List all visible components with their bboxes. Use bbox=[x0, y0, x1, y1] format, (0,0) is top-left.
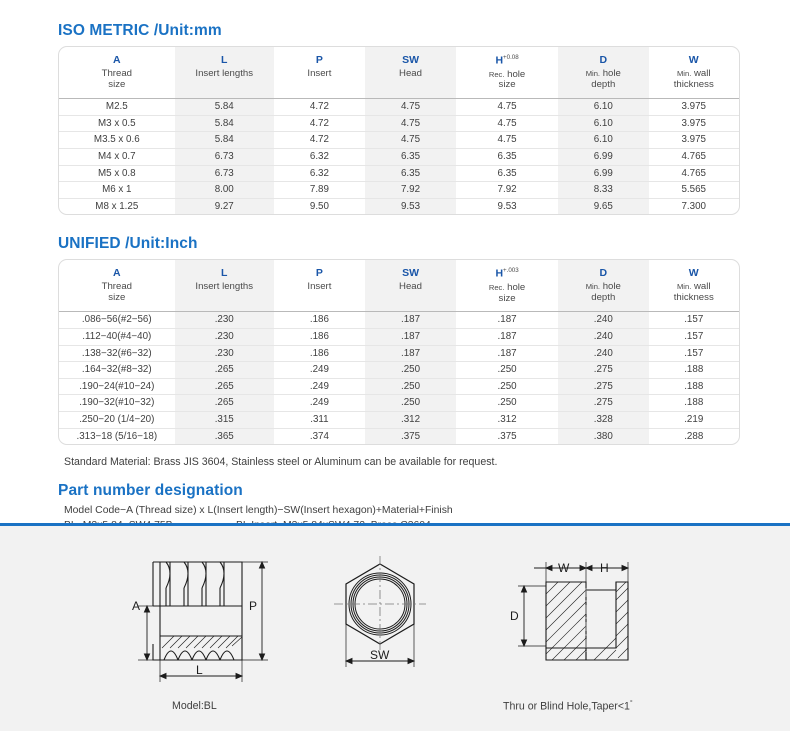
table-row bbox=[59, 115, 739, 132]
table-cell: 4.75 bbox=[365, 99, 456, 116]
table-cell: .230 bbox=[175, 345, 274, 362]
table-cell: .138−32(#6−32) bbox=[59, 345, 175, 362]
table-cell: 6.10 bbox=[558, 115, 648, 132]
table-cell: .249 bbox=[274, 378, 365, 395]
metric-table bbox=[59, 47, 739, 214]
table-cell: 6.32 bbox=[274, 148, 365, 165]
table-row bbox=[59, 99, 739, 116]
table-cell: M5 x 0.8 bbox=[59, 165, 175, 182]
table-cell: 4.75 bbox=[456, 99, 558, 116]
table-cell: 6.10 bbox=[558, 99, 648, 116]
unified-section-title: UNIFIED /Unit:Inch bbox=[58, 235, 198, 253]
table-cell: .265 bbox=[175, 378, 274, 395]
unified-symbol-p: P bbox=[315, 267, 323, 280]
table-cell: .112−40(#4−40) bbox=[59, 329, 175, 346]
metric-sublabel-d: Min. hole depth bbox=[585, 68, 621, 90]
table-cell: 4.75 bbox=[456, 132, 558, 149]
table-cell: .250−20 (1/4−20) bbox=[59, 412, 175, 429]
table-row bbox=[59, 395, 739, 412]
table-cell: 4.75 bbox=[456, 115, 558, 132]
table-cell: M3 x 0.5 bbox=[59, 115, 175, 132]
metric-table-body bbox=[59, 99, 739, 215]
table-cell: 6.73 bbox=[175, 165, 274, 182]
unified-symbol-sw: SW bbox=[402, 267, 419, 280]
metric-sublabel-p: Insert bbox=[307, 68, 332, 80]
unified-symbol-d: D bbox=[599, 267, 608, 280]
table-cell: .374 bbox=[309, 430, 329, 442]
unified-col-header-l bbox=[175, 260, 274, 312]
unified-col-header-w bbox=[649, 260, 740, 312]
table-cell: .157 bbox=[649, 312, 740, 329]
table-cell: 5.84 bbox=[175, 132, 274, 149]
table-cell: 6.35 bbox=[365, 165, 456, 182]
table-cell: 4.75 bbox=[365, 115, 456, 132]
table-row bbox=[59, 378, 739, 395]
table-cell: .275 bbox=[558, 395, 648, 412]
unified-table-card bbox=[58, 259, 740, 445]
table-cell: 9.27 bbox=[175, 198, 274, 214]
table-cell: 4.72 bbox=[274, 132, 365, 149]
table-cell: .250 bbox=[365, 378, 456, 395]
table-cell: M6 x 1 bbox=[59, 182, 175, 199]
table-cell: 4.75 bbox=[365, 132, 456, 149]
table-cell: 6.32 bbox=[274, 165, 365, 182]
table-cell: .250 bbox=[456, 362, 558, 379]
insert-dimension-a-label: A bbox=[132, 599, 141, 613]
metric-col-header-h bbox=[456, 47, 558, 99]
metric-sublabel-a: Thread size bbox=[101, 68, 132, 90]
table-cell: .365 bbox=[175, 428, 274, 444]
table-cell: .311 bbox=[274, 412, 365, 429]
unified-symbol-h-tolerance: +.003 bbox=[503, 267, 519, 275]
table-cell: 9.53 bbox=[497, 200, 517, 212]
hole-dimension-d-label: D bbox=[510, 609, 519, 623]
metric-symbol-p: P bbox=[315, 54, 323, 67]
hexagon-dimension-sw-label: SW bbox=[370, 648, 390, 662]
hole-dimension-h-label: H bbox=[600, 561, 609, 575]
table-cell: 6.99 bbox=[558, 165, 648, 182]
table-cell: .250 bbox=[456, 395, 558, 412]
table-cell: .312 bbox=[365, 412, 456, 429]
unified-symbol-l: L bbox=[221, 267, 228, 280]
unified-symbol-h bbox=[456, 267, 558, 281]
unified-sublabel-h: Rec. hole size bbox=[488, 281, 526, 304]
metric-symbol-w: W bbox=[688, 54, 699, 67]
table-cell: .157 bbox=[649, 345, 740, 362]
table-cell: .328 bbox=[558, 412, 648, 429]
table-cell: .275 bbox=[558, 362, 648, 379]
metric-section-title: ISO METRIC /Unit:mm bbox=[58, 22, 222, 39]
unified-table-head bbox=[59, 260, 739, 312]
table-cell: 9.65 bbox=[558, 198, 648, 214]
table-cell: 3.975 bbox=[649, 132, 740, 149]
table-cell: .230 bbox=[175, 312, 274, 329]
unified-symbol-a: A bbox=[113, 267, 121, 280]
table-cell: .186 bbox=[274, 345, 365, 362]
table-cell: 9.50 bbox=[309, 200, 329, 212]
unified-col-header-sw bbox=[365, 260, 456, 312]
unified-sublabel-l: Insert lengths bbox=[195, 281, 254, 293]
unified-symbol-w: W bbox=[688, 267, 699, 280]
metric-symbol-d: D bbox=[599, 54, 608, 67]
hole-caption-text: Thru or Blind Hole,Taper<1 bbox=[503, 700, 630, 713]
metric-symbol-l: L bbox=[221, 54, 228, 67]
table-cell: 6.35 bbox=[456, 148, 558, 165]
table-cell: .187 bbox=[365, 329, 456, 346]
table-cell: .375 bbox=[365, 428, 456, 444]
metric-col-header-w bbox=[649, 47, 740, 99]
table-cell: 5.84 bbox=[175, 99, 274, 116]
insert-dimension-l-label: L bbox=[196, 663, 203, 677]
table-cell: 6.35 bbox=[456, 165, 558, 182]
table-cell: 3.975 bbox=[649, 115, 740, 132]
table-cell: M3.5 x 0.6 bbox=[59, 132, 175, 149]
table-cell: .188 bbox=[649, 395, 740, 412]
table-cell: .250 bbox=[365, 362, 456, 379]
unified-header-row bbox=[59, 260, 739, 312]
table-cell: .187 bbox=[365, 312, 456, 329]
table-cell: .249 bbox=[274, 395, 365, 412]
table-cell: .219 bbox=[649, 412, 740, 429]
hexagon-drawing bbox=[312, 548, 472, 693]
table-cell: .380 bbox=[558, 428, 648, 444]
metric-symbol-h-tolerance: +0.08 bbox=[503, 54, 519, 62]
table-cell: .250 bbox=[365, 395, 456, 412]
table-row bbox=[59, 132, 739, 149]
table-cell: .188 bbox=[649, 362, 740, 379]
part-number-title: Part number designation bbox=[58, 481, 243, 499]
unified-table bbox=[59, 260, 739, 444]
part-number-formula: Model Code−A (Thread size) x L(Insert length)−SW(Insert hexagon)+Material+Finish bbox=[64, 505, 453, 516]
metric-col-header-sw bbox=[365, 47, 456, 99]
table-row bbox=[59, 428, 739, 444]
table-cell: .190−24(#10−24) bbox=[59, 378, 175, 395]
table-cell: 7.300 bbox=[681, 200, 707, 212]
unified-col-header-h bbox=[456, 260, 558, 312]
table-cell: 7.92 bbox=[456, 182, 558, 199]
insert-drawing-caption: Model:BL bbox=[172, 700, 217, 712]
metric-table-card bbox=[58, 46, 740, 215]
hole-drawing-caption bbox=[503, 700, 633, 713]
table-cell: M2.5 bbox=[59, 99, 175, 116]
metric-table-head bbox=[59, 47, 739, 99]
table-cell: .275 bbox=[558, 378, 648, 395]
table-row bbox=[59, 198, 739, 214]
table-cell: .240 bbox=[558, 329, 648, 346]
metric-symbol-h-letter: H bbox=[495, 54, 504, 67]
table-cell: .187 bbox=[365, 345, 456, 362]
table-row bbox=[59, 182, 739, 199]
table-row bbox=[59, 345, 739, 362]
metric-sublabel-sw: Head bbox=[399, 68, 422, 80]
unified-sublabel-a: Thread size bbox=[101, 281, 132, 304]
hole-dimension-w-label: W bbox=[558, 561, 570, 575]
table-cell: .086−56(#2−56) bbox=[59, 312, 175, 329]
table-row bbox=[59, 312, 739, 329]
table-cell: .187 bbox=[456, 329, 558, 346]
table-cell: 3.975 bbox=[649, 99, 740, 116]
table-cell: .240 bbox=[558, 312, 648, 329]
table-cell: .186 bbox=[274, 329, 365, 346]
unified-table-body bbox=[59, 312, 739, 444]
metric-col-header-p bbox=[274, 47, 365, 99]
table-row bbox=[59, 165, 739, 182]
metric-symbol-a: A bbox=[113, 54, 121, 67]
table-cell: .265 bbox=[175, 395, 274, 412]
unified-sublabel-d: Min. hole depth bbox=[585, 281, 621, 304]
table-cell: 4.765 bbox=[649, 148, 740, 165]
unified-sublabel-w: Min. wall thickness bbox=[673, 281, 714, 304]
metric-col-header-d bbox=[558, 47, 648, 99]
table-cell: 7.92 bbox=[365, 182, 456, 199]
table-cell: .315 bbox=[175, 412, 274, 429]
table-cell: .187 bbox=[456, 312, 558, 329]
table-cell: .312 bbox=[456, 412, 558, 429]
unified-col-header-a bbox=[59, 260, 175, 312]
hole-caption-degree: ° bbox=[629, 700, 633, 707]
table-cell: M8 x 1.25 bbox=[95, 200, 139, 212]
table-cell: .187 bbox=[456, 345, 558, 362]
table-cell: 7.89 bbox=[274, 182, 365, 199]
table-cell: .190−32(#10−32) bbox=[59, 395, 175, 412]
table-cell: 5.84 bbox=[175, 115, 274, 132]
table-cell: .157 bbox=[649, 329, 740, 346]
table-cell: 6.73 bbox=[175, 148, 274, 165]
table-cell: 4.765 bbox=[649, 165, 740, 182]
unified-col-header-d bbox=[558, 260, 648, 312]
unified-symbol-h-letter: H bbox=[495, 267, 504, 280]
table-cell: .188 bbox=[649, 378, 740, 395]
table-cell: .250 bbox=[456, 378, 558, 395]
table-cell: .230 bbox=[175, 329, 274, 346]
metric-sublabel-h: Rec. hole size bbox=[488, 68, 526, 91]
insert-drawing bbox=[118, 548, 308, 693]
table-row bbox=[59, 412, 739, 429]
table-cell: 9.53 bbox=[365, 198, 456, 214]
table-cell: .288 bbox=[684, 430, 704, 442]
unified-sublabel-p: Insert bbox=[307, 281, 332, 293]
metric-col-header-l bbox=[175, 47, 274, 99]
table-cell: 8.00 bbox=[175, 182, 274, 199]
table-cell: 5.565 bbox=[649, 182, 740, 199]
metric-sublabel-w: Min. wall thickness bbox=[673, 68, 714, 90]
table-cell: .164−32(#8−32) bbox=[59, 362, 175, 379]
metric-symbol-sw: SW bbox=[402, 54, 419, 67]
metric-header-row bbox=[59, 47, 739, 99]
metric-symbol-h bbox=[456, 54, 558, 68]
unified-sublabel-sw: Head bbox=[399, 281, 422, 293]
unified-col-header-p bbox=[274, 260, 365, 312]
metric-col-header-a bbox=[59, 47, 175, 99]
table-row bbox=[59, 148, 739, 165]
table-cell: .249 bbox=[274, 362, 365, 379]
table-cell: 8.33 bbox=[558, 182, 648, 199]
metric-sublabel-l: Insert lengths bbox=[195, 68, 254, 80]
table-cell: 6.10 bbox=[558, 132, 648, 149]
table-cell: .265 bbox=[175, 362, 274, 379]
table-cell: 6.99 bbox=[558, 148, 648, 165]
table-cell: 6.35 bbox=[365, 148, 456, 165]
table-cell: .313−18 (5/16−18) bbox=[76, 430, 158, 442]
table-cell: .186 bbox=[274, 312, 365, 329]
material-note: Standard Material: Brass JIS 3604, Stainless steel or Aluminum can be available for request. bbox=[64, 456, 498, 469]
table-cell: M4 x 0.7 bbox=[59, 148, 175, 165]
hole-drawing bbox=[498, 548, 698, 693]
table-cell: .375 bbox=[497, 430, 517, 442]
table-cell: 4.72 bbox=[274, 115, 365, 132]
insert-dimension-p-label: P bbox=[249, 599, 258, 613]
table-cell: 4.72 bbox=[274, 99, 365, 116]
table-cell: .240 bbox=[558, 345, 648, 362]
table-row bbox=[59, 329, 739, 346]
table-row bbox=[59, 362, 739, 379]
